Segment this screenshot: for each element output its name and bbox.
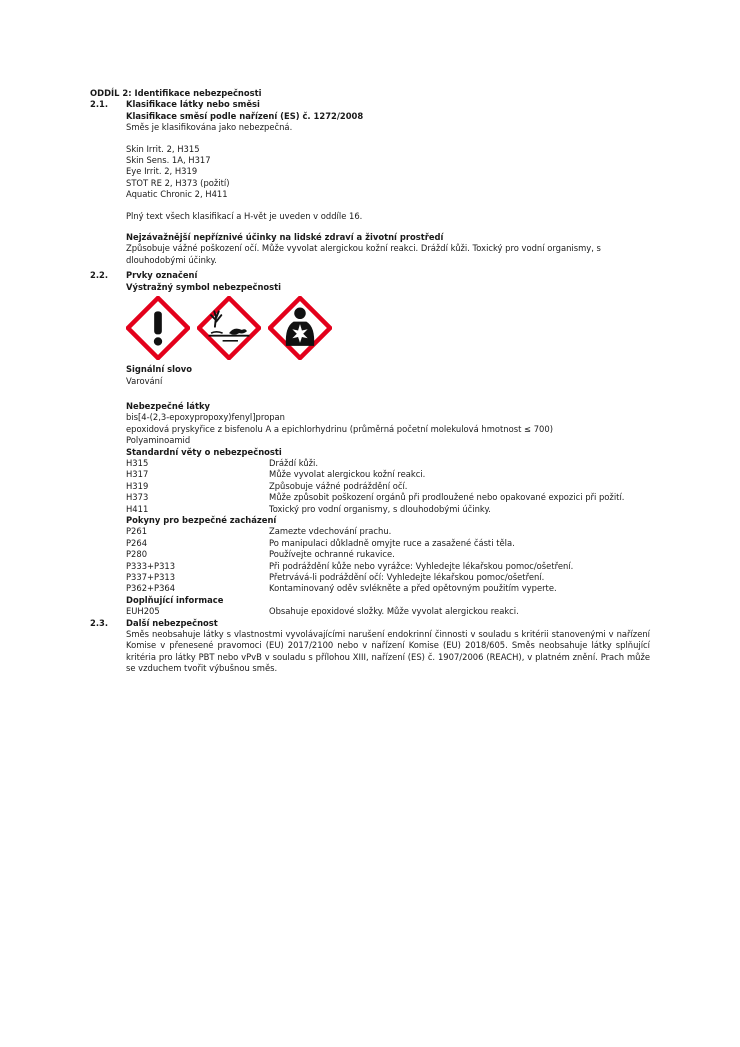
statement-text: Způsobuje vážné podráždění očí. [269, 480, 408, 491]
subsection-title: Prvky označení [126, 270, 198, 281]
statement-text: Zamezte vdechování prachu. [269, 526, 392, 537]
statement-code: P362+P364 [126, 583, 176, 594]
h-statement-row [126, 481, 650, 492]
document-page [90, 88, 650, 675]
classification-statement: Směs je klasifikována jako nebezpečná. [126, 122, 293, 133]
h-statements-heading: Standardní věty o nebezpečnosti [126, 446, 282, 457]
effects-text: Způsobuje vážné poškození očí. Může vyvolat alergickou kožní reakci. Dráždí kůži. Toxický pro vodní organismy, s dlouhodobými účinky. [126, 243, 601, 265]
list-item: bis[4-(2,3-epoxypropoxy)fenyl]propan [126, 412, 285, 423]
substances-heading: Nebezpečné látky [126, 400, 210, 411]
statement-text: Dráždí kůži. [269, 457, 319, 468]
list-item: Polyaminoamid [126, 435, 191, 446]
environment-icon [197, 296, 261, 360]
subsection-2-3 [90, 618, 650, 675]
statement-text: Po manipulaci důkladně omyjte ruce a zasažené části těla. [269, 537, 515, 548]
p-statements-heading: Pokyny pro bezpečné zacházení [126, 514, 277, 525]
h-statement-row [126, 504, 650, 515]
subsection-title: Další nebezpečnost [126, 617, 218, 628]
statement-text: Kontaminovaný oděv svlékněte a před opětovným použitím vyperte. [269, 583, 557, 594]
classification-subtitle: Klasifikace směsí podle nařízení (ES) č. 1272/2008 [126, 110, 364, 121]
statement-text: Obsahuje epoxidové složky. Může vyvolat alergickou reakci. [269, 606, 519, 617]
p-statement-row [126, 561, 650, 572]
p-statement-row [126, 583, 650, 594]
statement-code: P333+P313 [126, 560, 176, 571]
statement-code: H319 [126, 480, 149, 491]
statement-code: EUH205 [126, 606, 160, 617]
list-item: Skin Sens. 1A, H317 [126, 155, 211, 166]
statement-code: P337+P313 [126, 572, 176, 582]
pictogram-row [126, 296, 650, 360]
subsection-number: 2.1. [90, 99, 109, 110]
statement-text: Může způsobit poškození orgánů při prodloužené nebo opakované expozici při požití. [269, 492, 625, 503]
other-hazards-text: Směs neobsahuje látky s vlastnostmi vyvolávajícími narušení endokrinní činnosti v souladu s kritérii stanovenými v nařízení Komise v přenesené pravomoci (EU) 2017/2100 nebo v nařízení Komise (EU) 2018/605. Směs neobsahuje látky splňující kritéria pro látky PBT nebo vPvB v souladu s přílohou XIII, nařízení (ES) č. 1907/2006 (REACH), v platném znění. Prach může se vzduchem tvořit výbušnou směs. [126, 629, 650, 674]
subsection-number: 2.2. [90, 270, 109, 281]
p-statement-row [126, 526, 650, 537]
subsection-2-1 [90, 99, 650, 266]
statement-code: H317 [126, 469, 149, 480]
subsection-number: 2.3. [90, 617, 109, 628]
statement-code: P261 [126, 526, 148, 537]
h-statement-row [126, 458, 650, 469]
statement-code: P264 [126, 537, 148, 548]
list-item: epoxidová pryskyřice z bisfenolu A a epichlorhydrinu (průměrná početní molekulová hmotnost ≤ 700) [126, 423, 553, 434]
p-statement-row [126, 549, 650, 560]
classification-list [126, 144, 650, 201]
subsection-2-2 [90, 270, 650, 617]
signal-word: Varování [126, 375, 163, 386]
h-statement-row [126, 469, 650, 480]
exclamation-mark-icon [126, 296, 190, 360]
fulltext-note: Plný text všech klasifikací a H-vět je uveden v oddíle 16. [126, 210, 363, 221]
statement-text: Může vyvolat alergickou kožní reakci. [269, 469, 426, 480]
list-item: Skin Irrit. 2, H315 [126, 143, 200, 154]
health-hazard-icon [268, 296, 332, 360]
statement-code: H411 [126, 503, 149, 514]
statement-text: Při podráždění kůže nebo vyrážce: Vyhledejte lékařskou pomoc/ošetření. [269, 560, 574, 571]
statement-text: Toxický pro vodní organismy, s dlouhodobými účinky. [269, 503, 491, 514]
list-item: Aquatic Chronic 2, H411 [126, 189, 228, 200]
p-statement-row [126, 538, 650, 549]
statement-text: Používejte ochranné rukavice. [269, 549, 395, 560]
extra-info-heading: Doplňující informace [126, 594, 224, 605]
statement-code: P280 [126, 549, 148, 560]
section-heading: ODDÍL 2: Identifikace nebezpečnosti [90, 88, 262, 98]
statement-code: H373 [126, 492, 149, 503]
effects-heading: Nejzávažnější nepříznivé účinky na lidské zdraví a životní prostředí [126, 232, 444, 243]
p-statement-row [126, 572, 650, 583]
list-item: Eye Irrit. 2, H319 [126, 166, 198, 177]
pictogram-heading: Výstražný symbol nebezpečnosti [126, 281, 282, 292]
extra-info-row [126, 606, 650, 617]
statement-text: Přetrvává-li podráždění očí: Vyhledejte lékařskou pomoc/ošetření. [269, 572, 545, 582]
subsection-title: Klasifikace látky nebo směsi [126, 99, 260, 110]
h-statement-row [126, 492, 650, 503]
list-item: STOT RE 2, H373 (požití) [126, 177, 230, 188]
statement-code: H315 [126, 457, 149, 468]
signal-heading: Signální slovo [126, 364, 192, 375]
